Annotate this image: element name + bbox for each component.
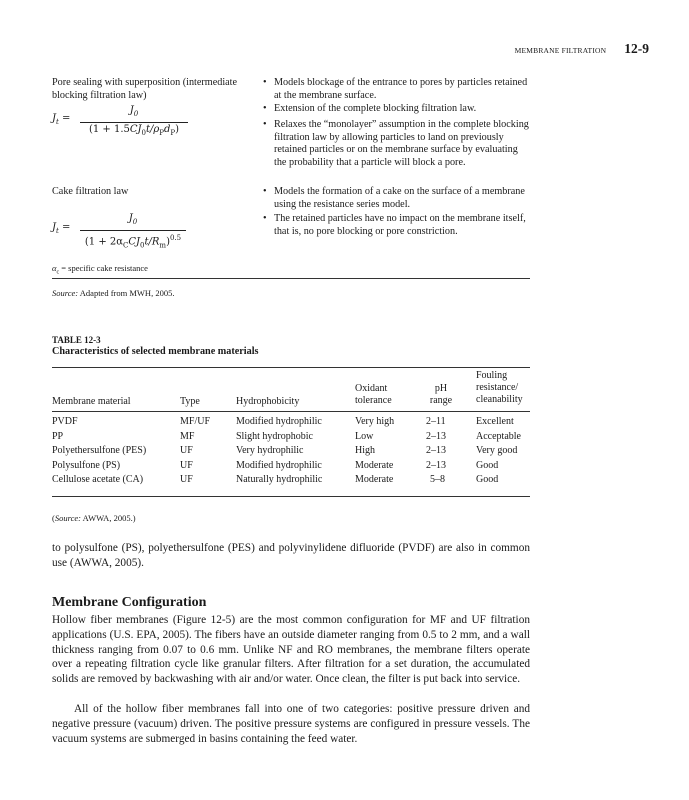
section-heading: Membrane Configuration bbox=[52, 595, 207, 610]
table-row: PVDF MF/UF Modified hydrophilic Very high 2–11 Excellent bbox=[52, 416, 514, 427]
header-ph: pH range bbox=[429, 383, 453, 406]
symbol-footnote: $\alpha_c$ = specific cake resistance bbox=[52, 263, 148, 276]
model1-name: Pore sealing with superposition (intermediate blocking filtration law) bbox=[52, 77, 238, 101]
header-hydrophobicity: Hydrophobicity bbox=[236, 396, 300, 407]
top-table-source: Source: Adapted from MWH, 2005. bbox=[52, 288, 175, 298]
model1-bullet: • Relaxes the “monolayer” assumption in the complete blocking filtration law by allowing particles to land on previously retained particles or on the membrane surface by evaluating the probability that a particle will block a pore. bbox=[262, 119, 530, 169]
running-title: MEMBRANE FILTRATION bbox=[514, 46, 607, 55]
model2-name: Cake filtration law bbox=[52, 186, 129, 197]
model2-formula bbox=[52, 213, 267, 251]
table-label: TABLE 12-3 bbox=[52, 335, 101, 345]
table-row: PP MF Slight hydrophobic Low 2–13 Acceptable bbox=[52, 430, 521, 442]
model1-bullet: • Extension of the complete blocking filtration law. bbox=[262, 103, 530, 116]
page-number: 12-9 bbox=[624, 41, 649, 56]
table-caption: Characteristics of selected membrane materials bbox=[52, 346, 259, 357]
header-type: Type bbox=[180, 396, 200, 407]
body-paragraph: All of the hollow fiber membranes fall into one of two categories: positive pressure driven and negative pressure (vacuum) driven. The positive pressure systems are configured in pressure vessels. The vacuum systems are submerged in basins containing the feed water. bbox=[52, 703, 530, 745]
header-material: Membrane material bbox=[52, 396, 131, 407]
body-paragraph: to polysulfone (PS), polyethersulfone (PES) and polyvinylidene difluoride (PVDF) are also in common use (AWWA, 2005). bbox=[52, 542, 530, 569]
model1-formula bbox=[52, 105, 267, 139]
table-row: Polysulfone (PS) UF Modified hydrophilic Moderate 2–13 Good bbox=[52, 459, 499, 471]
table-row: Polyethersulfone (PES) UF Very hydrophilic High 2–13 Very good bbox=[52, 445, 518, 456]
table-row: Cellulose acetate (CA) UF Naturally hydrophilic Moderate 5–8 Good bbox=[52, 474, 499, 485]
header-fouling: Fouling resistance/ cleanability bbox=[476, 370, 523, 405]
model2-fraction: $J_0$ $(1 + 2\alpha_CCJ_0t/R_m)^{0.5}$ bbox=[80, 213, 186, 252]
header-rule bbox=[52, 411, 530, 412]
header-oxidant: Oxidant tolerance bbox=[355, 383, 392, 406]
model2-lhs: $J_t$ = bbox=[52, 222, 71, 235]
running-head bbox=[515, 41, 649, 57]
table-bottom-rule bbox=[52, 278, 530, 279]
table-source: (Source: AWWA, 2005.) bbox=[52, 513, 136, 523]
table-end-rule bbox=[52, 496, 530, 497]
model2-bullet: • The retained particles have no impact on the membrane itself, that is, no pore blocking or pore constriction. bbox=[262, 213, 530, 238]
model1-lhs: $J_t$ = bbox=[52, 113, 71, 126]
table-top-rule bbox=[52, 367, 530, 368]
model1-fraction: $J_0$ $(1 + 1.5CJ_0t/\rho_Pd_P)$ bbox=[80, 105, 188, 139]
body-paragraph: Hollow fiber membranes (Figure 12-5) are the most common configuration for MF and UF filtration applications (U.S. EPA, 2005). The fibers have an outside diameter ranging from 0.5 to 2 mm, and a wall thickness ranging from 0.07 to 0.6 mm. Unlike NF and RO membranes, the membrane filters operate over a repeating filtration cycle like granular filters. After filtration for a set duration, the accumulated solids are removed by backwashing with air and/or water. Once clean, the filter is put back into service. bbox=[52, 614, 530, 686]
model2-bullet: • Models the formation of a cake on the surface of a membrane using the resistance series model. bbox=[262, 186, 530, 211]
model1-bullet: • Models blockage of the entrance to pores by particles retained at the membrane surface. bbox=[262, 77, 530, 102]
